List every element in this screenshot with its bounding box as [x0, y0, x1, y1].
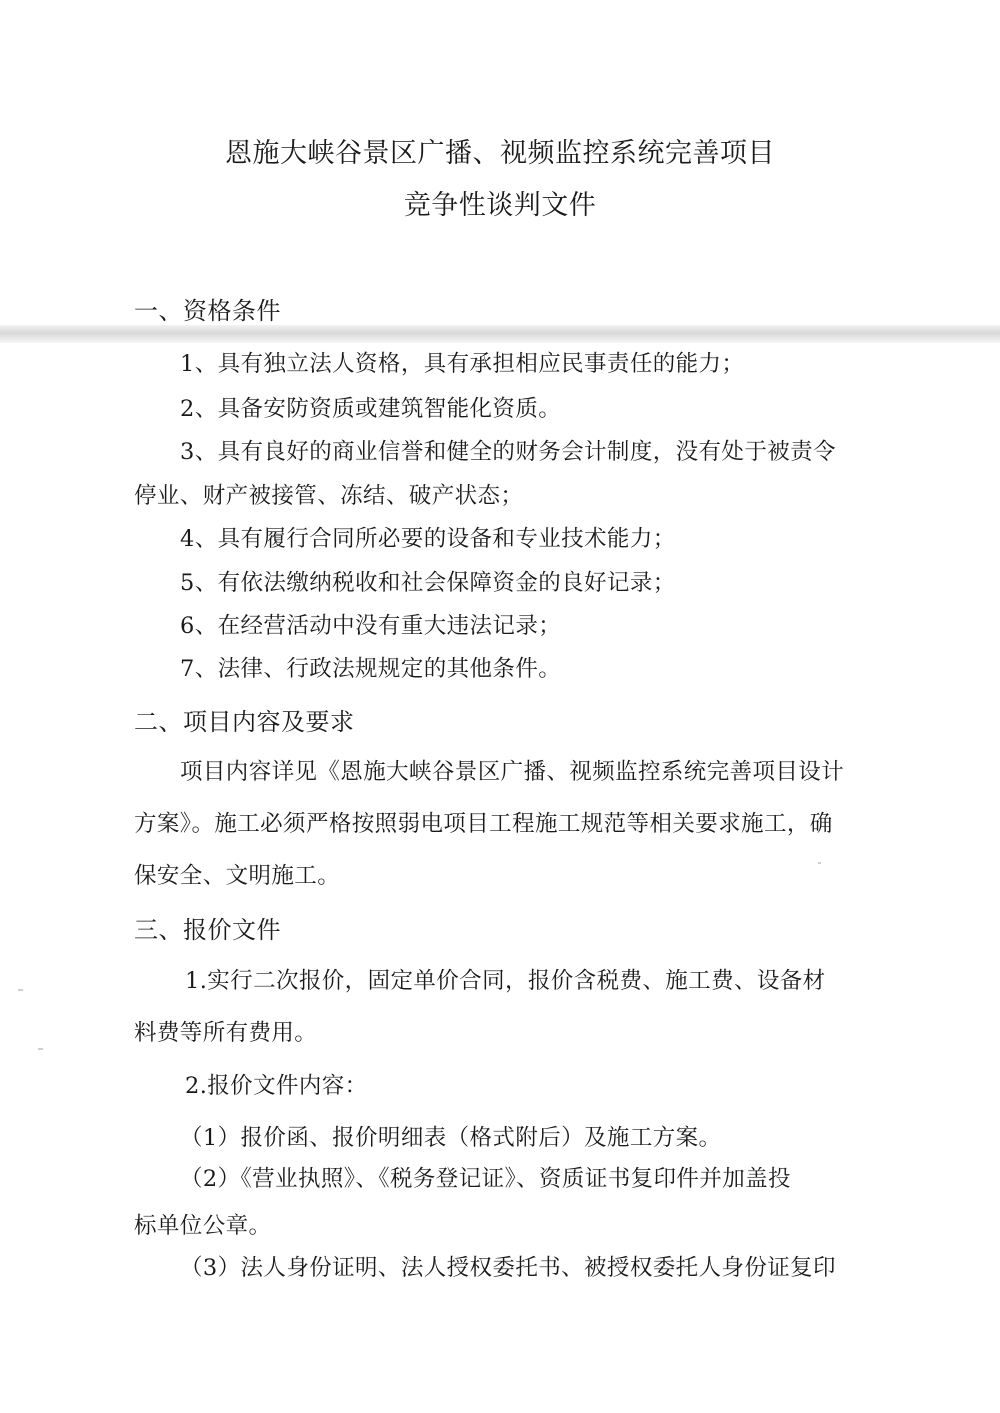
qualification-item: 1、具有独立法人资格，具有承担相应民事责任的能力；: [180, 351, 745, 377]
quotation-text-line: （1）报价函、报价明细表（格式附后）及施工方案。: [180, 1125, 722, 1151]
qualification-item: 6、在经营活动中没有重大违法记录；: [180, 613, 562, 639]
project-text-line: 项目内容详见《恩施大峡谷景区广播、视频监控系统完善项目设计: [180, 759, 845, 785]
quotation-text-line: 1.实行二次报价，固定单价合同，报价含税费、施工费、设备材: [185, 968, 826, 994]
project-text-line: 方案》。施工必须严格按照弱电项目工程施工规范等相关要求施工，确: [134, 811, 833, 837]
section-heading-quotation: 三、报价文件: [134, 916, 281, 944]
scan-speck: [18, 989, 23, 991]
quotation-text-line: 2.报价文件内容：: [185, 1073, 368, 1099]
qualification-item: 7、法律、行政法规规定的其他条件。: [180, 656, 562, 682]
quotation-text-line: （3）法人身份证明、法人授权委托书、被授权委托人身份证复印: [180, 1255, 836, 1281]
qualification-item: 5、有依法缴纳税收和社会保障资金的良好记录；: [180, 570, 676, 596]
section-heading-project: 二、项目内容及要求: [134, 708, 355, 736]
section-heading-qualifications: 一、资格条件: [134, 297, 281, 325]
document-title-line-1: 恩施大峡谷景区广播、视频监控系统完善项目: [225, 138, 775, 169]
quotation-text-line: 标单位公章。: [134, 1213, 272, 1239]
quotation-text-line: 料费等所有费用。: [134, 1020, 318, 1046]
qualification-item-continuation: 停业、财产被接管、冻结、破产状态；: [134, 483, 524, 509]
scan-speck: [818, 862, 821, 864]
scan-artifact-band: [0, 325, 1000, 343]
qualification-item: 3、具有良好的商业信誉和健全的财务会计制度，没有处于被责令: [180, 439, 836, 465]
qualification-item: 2、具备安防资质或建筑智能化资质。: [180, 396, 562, 422]
scan-speck: [38, 1048, 43, 1050]
document-title-line-2: 竞争性谈判文件: [403, 190, 597, 221]
project-text-line: 保安全、文明施工。: [134, 863, 341, 889]
qualification-item: 4、具有履行合同所必要的设备和专业技术能力；: [180, 526, 676, 552]
quotation-text-line: （2）《营业执照》、《税务登记证》、资质证书复印件并加盖投: [180, 1166, 791, 1192]
